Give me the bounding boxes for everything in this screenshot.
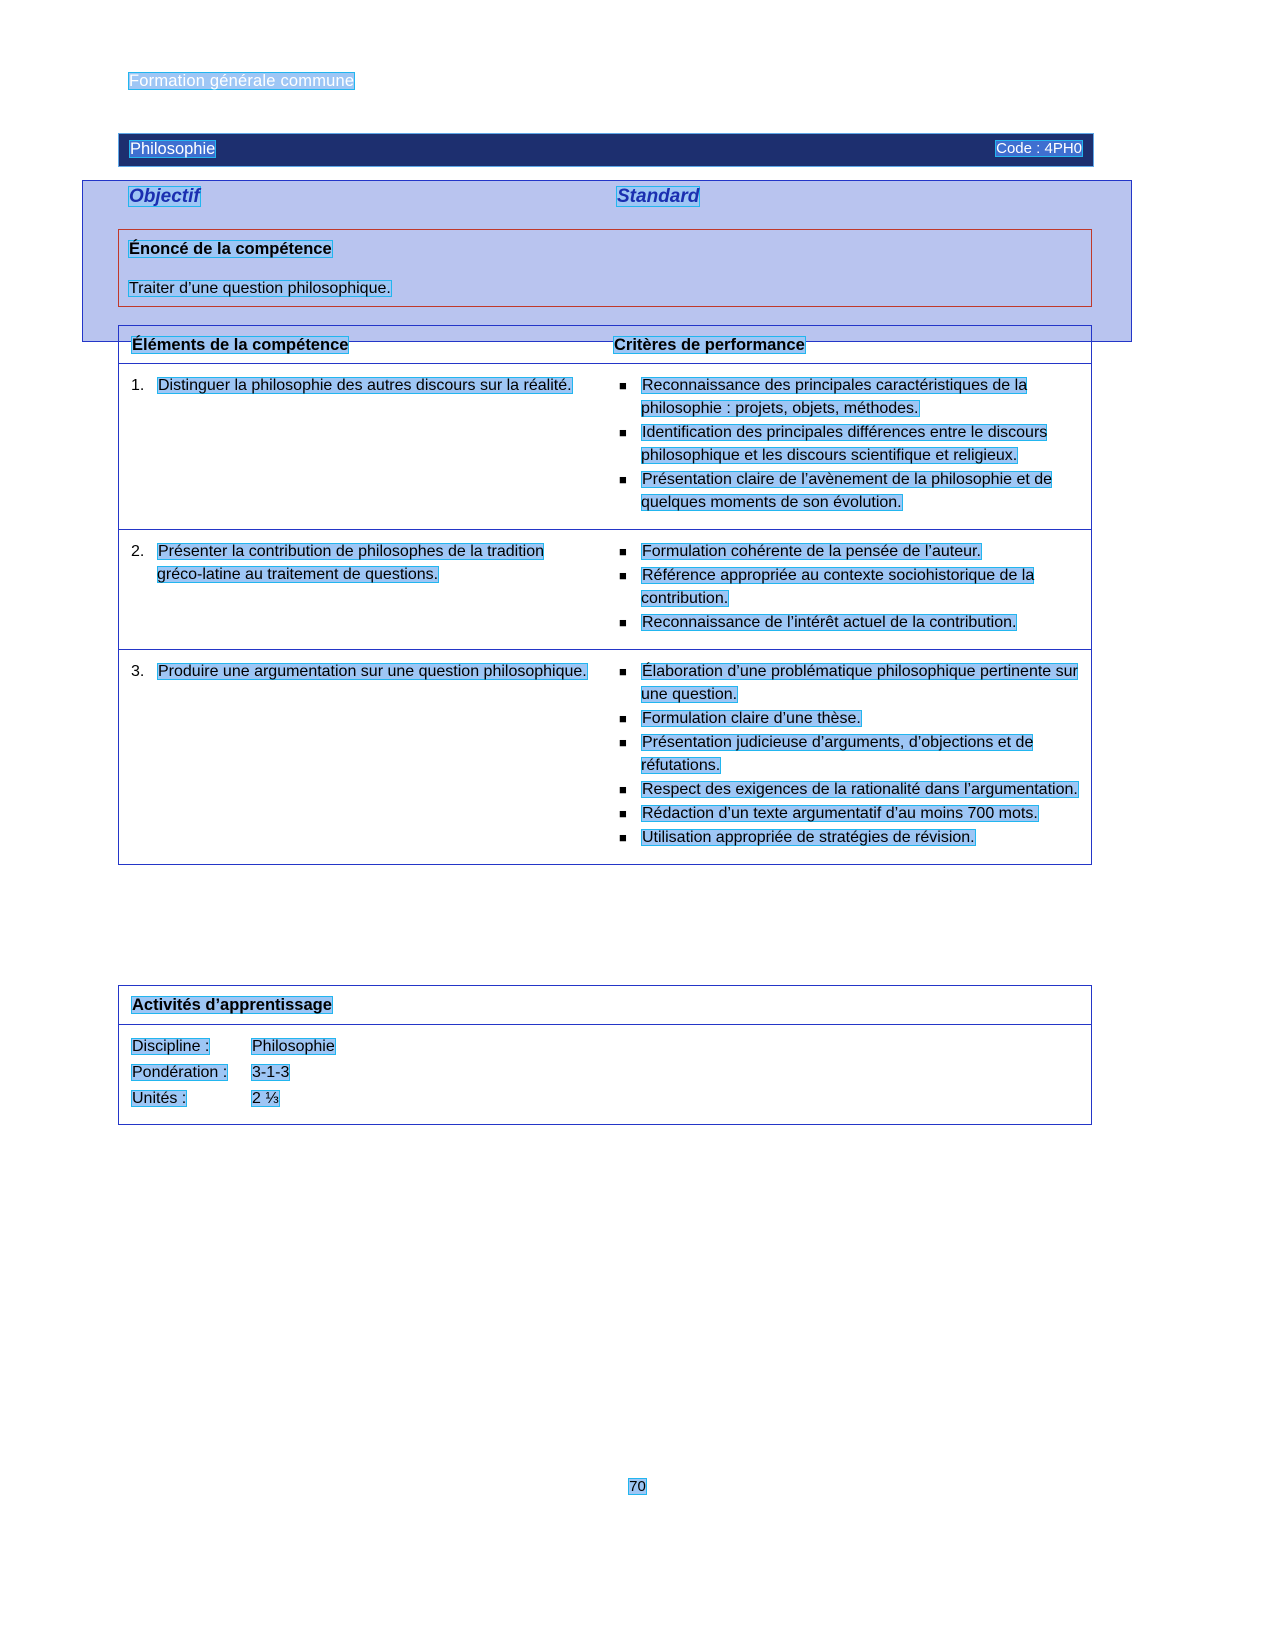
criterion-text: Rédaction d’un texte argumentatif d’au moins 700 mots. bbox=[642, 805, 1038, 822]
list-item bbox=[613, 374, 1079, 420]
bullet-icon: ■ bbox=[619, 830, 627, 845]
bullet-icon: ■ bbox=[619, 472, 627, 487]
criterion-text: Référence appropriée au contexte sociohistorique de la contribution. bbox=[641, 567, 1035, 607]
table-header-criteria-text: Critères de performance bbox=[614, 336, 805, 354]
competency-element bbox=[119, 530, 605, 649]
standard-label-text: Standard bbox=[617, 186, 700, 207]
objectif-label bbox=[128, 186, 201, 208]
table-header-elements bbox=[119, 326, 605, 363]
program-heading bbox=[128, 72, 355, 91]
list-item bbox=[613, 707, 1079, 730]
list-item bbox=[613, 826, 1079, 849]
activity-value: 2 ⅓ bbox=[252, 1090, 279, 1107]
activity-value: Philosophie bbox=[252, 1038, 335, 1055]
list-item bbox=[613, 660, 1079, 706]
table-row bbox=[119, 530, 1091, 650]
criterion-text: Élaboration d’une problématique philosophique pertinente sur une question. bbox=[641, 663, 1078, 703]
list-item bbox=[613, 611, 1079, 634]
list-item bbox=[613, 540, 1079, 563]
criteria-list bbox=[613, 540, 1079, 634]
criteria-list bbox=[613, 374, 1079, 514]
objectif-label-text: Objectif bbox=[129, 186, 200, 207]
bullet-icon: ■ bbox=[619, 615, 627, 630]
table-header-elements-text: Éléments de la compétence bbox=[132, 336, 349, 354]
bullet-icon: ■ bbox=[619, 544, 627, 559]
enonce-title-text: Énoncé de la compétence bbox=[129, 240, 332, 258]
criterion-text: Respect des exigences de la rationalité dans l’argumentation. bbox=[642, 781, 1078, 798]
discipline-title-bar bbox=[118, 133, 1094, 167]
criterion-text: Reconnaissance de l’intérêt actuel de la contribution. bbox=[642, 614, 1017, 631]
learning-activities-box bbox=[118, 985, 1092, 1125]
list-item bbox=[613, 421, 1079, 467]
bullet-icon: ■ bbox=[619, 425, 627, 440]
learning-activities-body bbox=[119, 1025, 1091, 1124]
course-code-text: Code : 4PH0 bbox=[996, 140, 1082, 157]
criterion-text: Identification des principales différences entre le discours philosophique et les discours scientifique et religieux. bbox=[641, 424, 1048, 464]
bullet-icon: ■ bbox=[619, 664, 627, 679]
criteria-list bbox=[613, 660, 1079, 849]
table-header-criteria bbox=[605, 326, 1091, 363]
activity-key: Unités : bbox=[132, 1090, 187, 1107]
program-heading-text: Formation générale commune bbox=[129, 72, 355, 90]
bullet-icon: ■ bbox=[619, 378, 627, 393]
element-text: Présenter la contribution de philosophes de la tradition gréco-latine au traitement de questions. bbox=[157, 543, 545, 583]
discipline-name-text: Philosophie bbox=[130, 140, 216, 158]
page-number bbox=[0, 1478, 1275, 1495]
table-header-row bbox=[119, 326, 1091, 364]
criterion-text: Présentation claire de l’avènement de la philosophie et de quelques moments de son évolution. bbox=[641, 471, 1053, 511]
activity-key: Pondération : bbox=[132, 1064, 228, 1081]
competency-element bbox=[119, 364, 605, 529]
list-item bbox=[613, 731, 1079, 777]
bullet-icon: ■ bbox=[619, 735, 627, 750]
course-code bbox=[995, 140, 1083, 157]
bullet-icon: ■ bbox=[619, 711, 627, 726]
performance-criteria bbox=[605, 650, 1091, 864]
criterion-text: Formulation claire d’une thèse. bbox=[642, 710, 861, 727]
competency-element bbox=[119, 650, 605, 864]
list-item bbox=[613, 778, 1079, 801]
table-row bbox=[119, 364, 1091, 530]
enonce-title bbox=[128, 240, 333, 259]
bullet-icon: ■ bbox=[619, 806, 627, 821]
element-number: 3. bbox=[131, 663, 145, 680]
criterion-text: Utilisation appropriée de stratégies de révision. bbox=[642, 829, 975, 846]
page-number-text: 70 bbox=[629, 1478, 646, 1495]
element-number: 1. bbox=[131, 377, 145, 394]
list-item bbox=[613, 468, 1079, 514]
list-item bbox=[613, 802, 1079, 825]
enonce-statement-text: Traiter d’une question philosophique. bbox=[129, 280, 391, 297]
criterion-text: Reconnaissance des principales caractéristiques de la philosophie : projets, objets, méthodes. bbox=[641, 377, 1028, 417]
learning-activities-title-text: Activités d’apprentissage bbox=[132, 996, 332, 1014]
bullet-icon: ■ bbox=[619, 782, 627, 797]
performance-criteria bbox=[605, 530, 1091, 649]
element-number: 2. bbox=[131, 543, 145, 560]
activity-value: 3-1-3 bbox=[252, 1064, 290, 1081]
enonce-statement bbox=[128, 280, 392, 298]
element-text: Distinguer la philosophie des autres discours sur la réalité. bbox=[158, 377, 572, 394]
list-item bbox=[131, 1086, 1079, 1112]
competency-table bbox=[118, 325, 1092, 865]
criterion-text: Formulation cohérente de la pensée de l’auteur. bbox=[642, 543, 981, 560]
list-item bbox=[613, 564, 1079, 610]
discipline-name bbox=[129, 140, 216, 159]
bullet-icon: ■ bbox=[619, 568, 627, 583]
criterion-text: Présentation judicieuse d’arguments, d’objections et de réfutations. bbox=[641, 734, 1034, 774]
list-item bbox=[131, 1034, 1079, 1060]
learning-activities-title bbox=[119, 986, 1091, 1025]
standard-label bbox=[616, 186, 700, 208]
table-row bbox=[119, 650, 1091, 864]
element-text: Produire une argumentation sur une question philosophique. bbox=[158, 663, 587, 680]
list-item bbox=[131, 1060, 1079, 1086]
activity-key: Discipline : bbox=[132, 1038, 210, 1055]
performance-criteria bbox=[605, 364, 1091, 529]
